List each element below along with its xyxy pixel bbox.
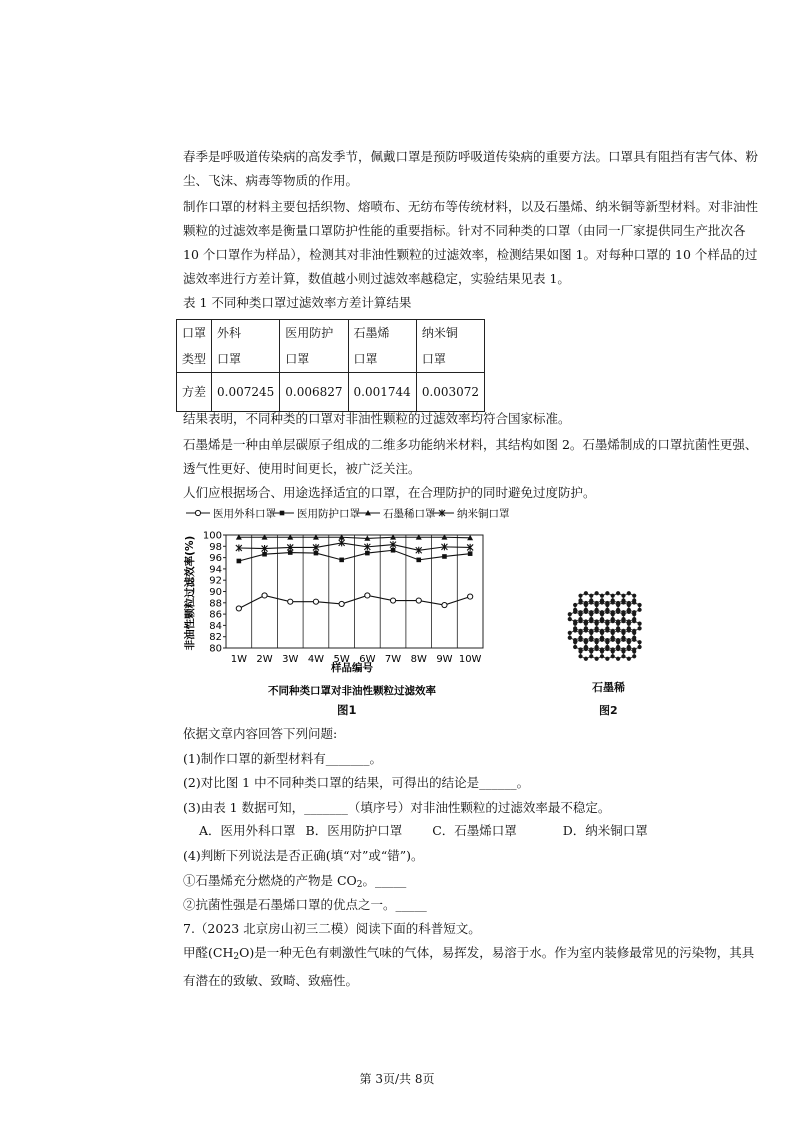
table-cell: 0.006827 [280,373,348,412]
carbon-atom [637,608,641,612]
carbon-atom [616,657,620,661]
data-point [237,559,242,564]
carbon-atom [573,645,577,649]
carbon-atom [578,612,582,616]
carbon-atom [616,603,620,607]
carbon-atom [632,631,636,635]
y-tick-label: 90 [209,587,222,598]
x-tick-label: 5W [333,654,350,665]
option-c: C．石墨烯口罩 [432,823,517,838]
carbon-atom [627,647,631,651]
page-footer: 第 3页/共 8页 [359,1072,435,1086]
carbon-atom [584,647,588,651]
carbon-atom [584,628,588,632]
y-tick-label: 80 [209,643,222,655]
table-cell: 0.007245 [212,373,280,412]
x-tick-label: 6W [359,654,376,665]
carbon-atom [616,591,620,595]
carbon-atom [611,612,615,616]
data-point [468,551,473,556]
question-4-2: ②抗菌性强是石墨烯口罩的优点之一。_____ [183,897,427,912]
x-tick-label: 2W [256,654,273,665]
point-marker [236,606,241,611]
carbon-atom [632,600,636,604]
row-label: 方差 [177,373,212,412]
data-point [416,598,421,603]
data-point [390,598,395,603]
carbon-atom [611,654,615,658]
question-3: (3)由表 1 数据可知，_______（填序号）对非油性颗粒的过滤效率最不稳定。 [183,800,611,815]
data-point [314,551,319,556]
carbon-atom [589,638,593,642]
x-tick-label: 3W [282,654,299,665]
carbon-atom [578,638,582,642]
carbon-atom [632,654,636,658]
data-point [365,593,370,598]
y-tick-label: 88 [209,598,222,610]
graphene-label: 石墨稀 [592,681,625,694]
question-4-1: ①石墨烯充分燃烧的产物是 $CO_2$。_____ [183,873,407,890]
carbon-atom [627,657,631,661]
carbon-atom [632,612,636,616]
header-medical: 医用防护 口罩 [280,320,348,373]
carbon-atom [568,612,572,616]
header-graphene: 石墨烯 口罩 [348,320,416,373]
point-marker [280,511,285,516]
carbon-atom [621,631,625,635]
data-point [313,599,318,604]
carbon-atom [616,628,620,632]
figure1-caption: 图1 [337,703,357,717]
carbon-atom [600,649,604,653]
question-2: (2)对比图 1 中不同种类口罩的结果，可得出的结论是______。 [183,775,530,790]
data-point [288,599,293,604]
carbon-atom [600,600,604,604]
data-point [468,594,473,599]
carbon-atom [637,640,641,644]
carbon-atom [632,649,636,653]
carbon-atom [584,640,588,644]
data-point [365,551,370,556]
question-1: (1)制作口罩的新型材料有_______。 [183,751,382,766]
carbon-atom [595,640,599,644]
carbon-atom [605,628,609,632]
carbon-atom [600,619,604,623]
carbon-atom [589,594,593,598]
y-tick-label: 100 [202,530,222,542]
carbon-atom [578,654,582,658]
data-point [262,552,267,557]
carbon-atom [595,610,599,614]
paragraph-advice: 人们应根据场合、用途选择适宜的口罩，在合理防护的同时避免过度防护。 [183,485,596,500]
carbon-atom [578,649,582,653]
carbon-atom [605,640,609,644]
carbon-atom [568,617,572,621]
carbon-atom [589,600,593,604]
carbon-atom [611,631,615,635]
chart-legend [186,507,510,520]
x-tick-label: 10W [458,654,482,665]
carbon-atom [611,638,615,642]
carbon-atom [589,619,593,623]
point-marker [391,548,396,553]
carbon-atom [600,631,604,635]
paragraph-materials: 制作口罩的材料主要包括织物、熔喷布、无纺布等传统材料，以及石墨烯、纳米铜等新型材料。对非油性颗粒的过滤效率是衡量口罩防护性能的重要指标。针对不同种类的口罩（由同一厂家提供同生产批次各 10 个口罩作为样品），检测其对非油性颗粒的过滤效率，检测结果如图 1。对每种口罩的 10 个样品的过滤效率进行方差计算，数值越小则过滤效率越稳定，实验结果见表 1。 [183,199,759,286]
carbon-atom [584,610,588,614]
x-tick-label: 7W [384,654,402,665]
data-point [195,510,200,515]
table-row [177,373,485,412]
carbon-atom [616,647,620,651]
option-b: B．医用防护口罩 [305,823,403,838]
carbon-atom [600,594,604,598]
carbon-atom [573,640,577,644]
carbon-atom [589,649,593,653]
header-nanocopper: 纳米铜 口罩 [416,320,484,373]
carbon-atom [595,657,599,661]
figure2-caption: 图2 [599,704,618,717]
question-3-options [199,819,779,843]
table-header-row [177,320,485,373]
variance-table [176,319,485,412]
carbon-atom [589,612,593,616]
point-marker [365,551,370,556]
carbon-atom [605,657,609,661]
point-marker [416,598,421,603]
table-title: 表 1 不同种类口罩过滤效率方差计算结果 [183,295,412,310]
carbon-atom [611,619,615,623]
carbon-atom [627,603,631,607]
carbon-atom [573,603,577,607]
carbon-atom [589,654,593,658]
series-line [239,537,470,538]
carbon-atom [578,631,582,635]
point-marker [416,558,421,563]
data-point [416,558,421,563]
carbon-atom [621,612,625,616]
carbon-atom [627,621,631,625]
header-label: 口罩 类型 [177,320,212,373]
carbon-atom [605,591,609,595]
point-marker [262,593,267,598]
carbon-atom [632,619,636,623]
carbon-atom [573,628,577,632]
point-marker [339,558,344,563]
x-tick-label: 4W [307,654,325,665]
carbon-atom [605,610,609,614]
carbon-atom [621,594,625,598]
y-tick-label: 96 [209,553,222,565]
y-tick-label: 94 [209,564,222,576]
carbon-atom [605,647,609,651]
point-marker [365,593,370,598]
carbon-atom [611,649,615,653]
carbon-atom [600,612,604,616]
y-tick-label: 98 [209,541,222,553]
carbon-atom [632,638,636,642]
carbon-atom [605,603,609,607]
x-axis-label: 样品编号 [331,662,373,674]
legend-label: 石墨稀口罩 [383,508,436,520]
point-marker [313,599,318,604]
table-cell: 0.003072 [416,373,484,412]
carbon-atom [632,594,636,598]
questions-intro: 依据文章内容回答下列问题: [183,726,338,741]
carbon-atom [595,628,599,632]
y-axis-label: 非油性颗粒过滤效率(%) [184,535,196,651]
carbon-atom [595,591,599,595]
carbon-atom [637,626,641,630]
carbon-atom [595,621,599,625]
y-tick-label: 92 [209,575,222,587]
carbon-atom [616,621,620,625]
option-a: A．医用外科口罩 [199,823,296,838]
header-surgical: 外科 口罩 [212,320,280,373]
x-tick-label: 8W [410,654,427,665]
data-point [339,601,344,606]
carbon-atom [637,645,641,649]
legend-label: 医用防护口罩 [297,508,360,520]
legend-label: 纳米铜口罩 [457,508,510,520]
carbon-atom [568,631,572,635]
point-marker [237,559,242,564]
carbon-atom [578,594,582,598]
carbon-atom [584,603,588,607]
carbon-atom [573,610,577,614]
carbon-atom [584,657,588,661]
y-tick-label: 86 [209,609,222,621]
problem-7-paragraph: 甲醛$(CH_2O)$是一种无色有刺激性气味的气体，易挥发，易溶于水。作为室内装修最常见的污染物，其具有潜在的致敏、致畸、致癌性。 [183,945,755,988]
option-d: D．纳米铜口罩 [562,823,648,838]
legend-label: 医用外科口罩 [213,508,276,520]
carbon-atom [627,591,631,595]
carbon-atom [621,600,625,604]
carbon-atom [621,649,625,653]
y-tick-label: 82 [209,632,222,644]
y-tick-label: 84 [209,620,222,632]
carbon-atom [627,628,631,632]
question-4: (4)判断下列说法是否正确(填“对”或“错”)。 [183,848,424,863]
carbon-atom [621,619,625,623]
x-tick-label: 1W [230,654,247,665]
problem-7-heading: 7.（2023 北京房山初三二模）阅读下面的科普短文。 [183,921,481,936]
carbon-atom [637,603,641,607]
carbon-atom [595,603,599,607]
data-point [442,554,447,559]
carbon-atom [573,621,577,625]
filtration-efficiency-chart [180,503,520,703]
carbon-atom [578,619,582,623]
point-marker [468,594,473,599]
carbon-atom [637,621,641,625]
carbon-atom [584,591,588,595]
carbon-atom [600,654,604,658]
carbon-atom [605,621,609,625]
carbon-atom [578,600,582,604]
carbon-atom [600,638,604,642]
carbon-atom [616,640,620,644]
point-marker [442,602,447,607]
carbon-atom [621,654,625,658]
data-point [339,558,344,563]
carbon-atom [595,647,599,651]
carbon-atom [616,610,620,614]
point-marker [288,599,293,604]
carbon-atom [627,640,631,644]
graphene-structure-image [536,580,676,672]
table-cell: 0.001744 [348,373,416,412]
data-point [280,511,285,516]
paragraph-result: 结果表明，不同种类的口罩对非油性颗粒的过滤效率均符合国家标准。 [183,411,571,426]
carbon-atom [611,600,615,604]
point-marker [195,510,200,515]
x-tick-label: 9W [436,654,453,665]
chart-title: 不同种类口罩对非油性颗粒过滤效率 [268,685,436,697]
point-marker [390,598,395,603]
data-point [442,602,447,607]
data-point [262,593,267,598]
point-marker [314,551,319,556]
carbon-atom [627,610,631,614]
carbon-atom [589,631,593,635]
data-point [391,548,396,553]
point-marker [339,601,344,606]
point-marker [442,554,447,559]
carbon-atom [611,594,615,598]
carbon-atom [568,636,572,640]
paragraph-graphene: 石墨烯是一种由单层碳原子组成的二维多功能纳米材料，其结构如图 2。石墨烯制成的口罩抗菌性更强、透气性更好、使用时间更长，被广泛关注。 [183,437,758,476]
paragraph-intro: 春季是呼吸道传染病的高发季节，佩戴口罩是预防呼吸道传染病的重要方法。口罩具有阻挡有害气体、粉尘、飞沫、病毒等物质的作用。 [183,149,759,188]
point-marker [262,552,267,557]
data-point [236,606,241,611]
carbon-atom [584,621,588,625]
point-marker [468,551,473,556]
carbon-atom [621,638,625,642]
